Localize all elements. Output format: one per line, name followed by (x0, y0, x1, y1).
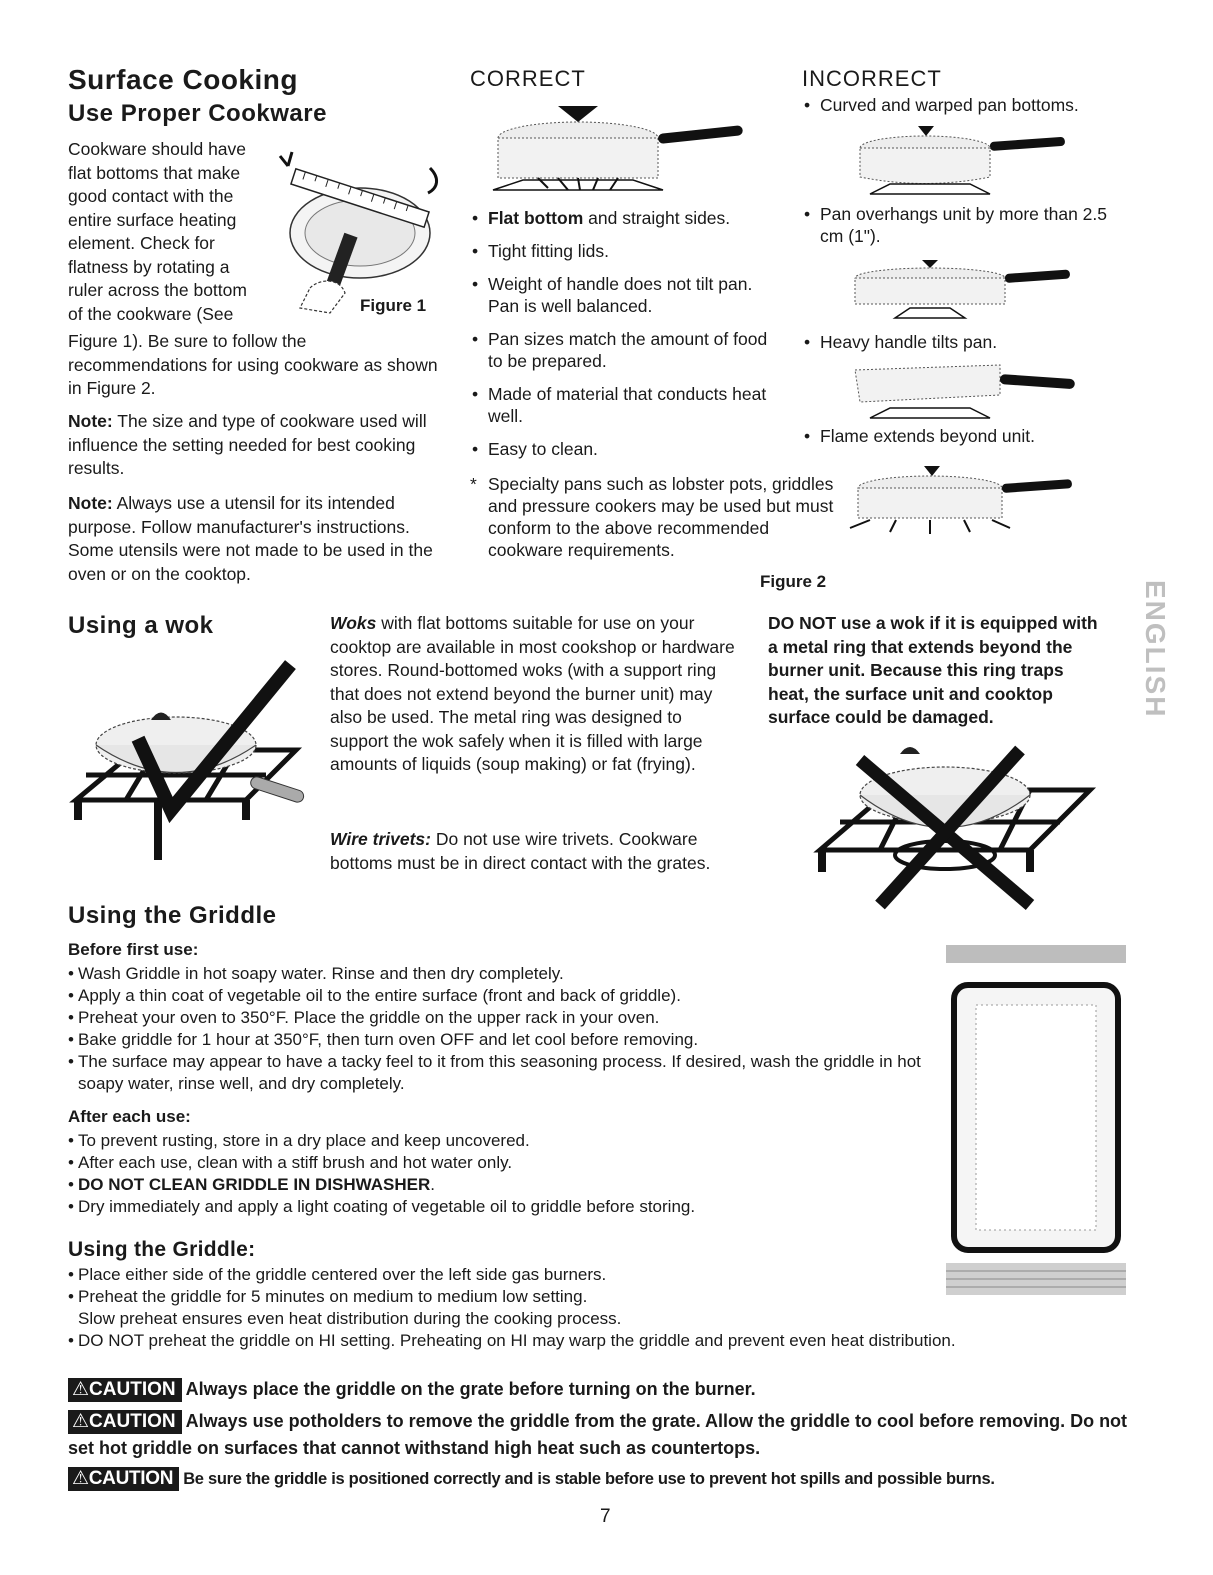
section-subtitle: Use Proper Cookware (68, 100, 327, 127)
incorrect-pan-overhang (840, 256, 1080, 326)
using-item: • DO NOT preheat the griddle on HI setting. Preheating on HI may warp the griddle and prevent even heat distribution. (68, 1330, 1128, 1352)
note-text: Always use a utensil for its intended purpose. Follow manufacturer's instructions. Some utensils were not made to be used in the oven or on the cooktop. (68, 493, 433, 584)
wok-woks-paragraph: Woks with flat bottoms suitable for use on your cooktop are available in most cookshop or hardware stores. Round-bottomed woks (with a support ring that does not extend beyond the burner unit) may also be used. The metal ring was designed to support the wok safely when it is filled with large amounts of liquids (soup making) or fat (frying). (330, 613, 735, 774)
incorrect-item: • Flame extends beyond unit. (802, 425, 1122, 447)
intro-line: Cookware should have (68, 139, 247, 159)
after-item-dishwasher: • DO NOT CLEAN GRIDDLE IN DISHWASHER. (68, 1174, 928, 1196)
caution-3: ⚠CAUTION Be sure the griddle is positioned correctly and is stable before use to prevent hot spills and possible burns. (68, 1466, 1148, 1493)
intro-lines (68, 138, 268, 326)
correct-item: • Easy to clean. (470, 438, 770, 460)
incorrect-item-2 (802, 203, 1122, 258)
warning-icon: ⚠ (72, 1379, 90, 1400)
correct-list (470, 207, 770, 471)
note-text: The size and type of cookware used will influence the setting needed for best cooking results. (68, 411, 427, 478)
after-each-use-label: After each use: (68, 1107, 191, 1126)
incorrect-pan-flame (830, 462, 1080, 542)
language-side-tab: ENGLISH (1140, 580, 1171, 719)
page-number: 7 (600, 1506, 611, 1527)
intro-line: ruler across the bottom (68, 280, 247, 300)
correct-item: • Weight of handle does not tilt pan. Pan is well balanced. (470, 273, 770, 317)
before-first-use-label: Before first use: (68, 940, 199, 959)
warning-icon: ⚠ (72, 1468, 89, 1489)
caution-1: ⚠CAUTION Always place the griddle on the grate before turning on the burner. (68, 1376, 1138, 1403)
before-first-use-list (68, 963, 928, 1095)
before-item: • Bake griddle for 1 hour at 350°F, then turn oven OFF and let cool before removing. (68, 1029, 928, 1051)
note-label: Note: (68, 411, 113, 431)
caution-2: ⚠CAUTION Always use potholders to remove the griddle from the grate. Allow the griddle to cool before removing. Do not set hot griddle on surfaces that cannot withstand high heat such as countertops. (68, 1411, 1128, 1458)
specialty-note: * Specialty pans such as lobster pots, griddles and pressure cookers may be used but must conform to the above recommended cookware requirements. (470, 474, 834, 560)
intro-line: element. Check for (68, 233, 215, 253)
before-item: • Preheat your oven to 350°F. Place the griddle on the upper rack in your oven. (68, 1007, 928, 1029)
after-item: • To prevent rusting, store in a dry place and keep uncovered. (68, 1130, 928, 1152)
intro-line: flatness by rotating a (68, 256, 230, 277)
correct-item: • Made of material that conducts heat well. (470, 383, 770, 427)
intro-line: flat bottoms that make (68, 162, 241, 183)
correct-item: • Tight fitting lids. (470, 240, 770, 262)
before-item: • The surface may appear to have a tacky feel to it from this seasoning process. If desired, wash the griddle in hot soapy water, rinse well, and dry completely. (68, 1051, 928, 1095)
correct-item: • Pan sizes match the amount of food to be prepared. (470, 328, 770, 372)
using-griddle-label: Using the Griddle: (68, 1238, 256, 1261)
griddle-title: Using the Griddle (68, 902, 277, 929)
correct-pan-illustration (478, 98, 768, 198)
warning-icon: ⚠ (72, 1411, 90, 1432)
after-item: • Dry immediately and apply a light coating of vegetable oil to griddle before storing. (68, 1196, 928, 1218)
intro-line: good contact with the (68, 186, 234, 206)
incorrect-pan-tilted (840, 360, 1080, 420)
using-item-continued: Slow preheat ensures even heat distribution during the cooking process. (78, 1309, 622, 1328)
note-label: Note: (68, 493, 113, 513)
correct-heading: CORRECT (470, 66, 586, 91)
incorrect-item-4 (802, 425, 1122, 458)
note-1 (68, 410, 443, 481)
page-title: Surface Cooking (68, 64, 298, 95)
before-item: • Apply a thin coat of vegetable oil to the entire surface (front and back of griddle). (68, 985, 928, 1007)
figure1-illustration (270, 138, 445, 318)
incorrect-item: • Heavy handle tilts pan. (802, 331, 1122, 353)
incorrect-item: • Curved and warped pan bottoms. (802, 94, 1122, 116)
intro-line: of the cookware (See (68, 303, 234, 324)
griddle-illustration (946, 945, 1126, 1295)
figure1-caption: Figure 1 (360, 296, 427, 315)
caution-badge: ⚠CAUTION (68, 1467, 179, 1491)
incorrect-heading: INCORRECT (802, 66, 942, 91)
correct-item-flat-bottom: • Flat bottom and straight sides. (470, 207, 770, 229)
wok-title: Using a wok (68, 612, 214, 639)
note-2 (68, 492, 448, 586)
wok-trivets-paragraph: Wire trivets: Do not use wire trivets. Cookware bottoms must be in direct contact with the grates. (330, 829, 711, 873)
figure2-caption: Figure 2 (760, 572, 827, 591)
before-item: • Wash Griddle in hot soapy water. Rinse and then dry completely. (68, 963, 928, 985)
incorrect-item: • Pan overhangs unit by more than 2.5 cm (1"). (802, 203, 1122, 247)
incorrect-pan-warped (830, 122, 1080, 202)
after-each-use-list (68, 1130, 928, 1218)
using-item: • Preheat the griddle for 5 minutes on medium to medium low setting. (68, 1286, 1128, 1308)
wok-incorrect-illustration (800, 730, 1100, 920)
wok-correct-illustration (66, 650, 316, 865)
using-item: • Place either side of the griddle centered over the left side gas burners. (68, 1264, 1128, 1286)
caution-badge: ⚠CAUTION (68, 1378, 182, 1402)
caution-badge: ⚠CAUTION (68, 1410, 182, 1434)
intro-line: entire surface heating (68, 209, 237, 230)
intro-rest: Figure 1). Be sure to follow the recommendations for using cookware as shown in Figure 2. (68, 331, 438, 398)
after-item: • After each use, clean with a stiff brush and hot water only. (68, 1152, 928, 1174)
wok-warning: DO NOT use a wok if it is equipped with a metal ring that extends beyond the burner unit. Because this ring traps heat, the surface unit and cooktop surface could be damaged. (768, 613, 1098, 727)
